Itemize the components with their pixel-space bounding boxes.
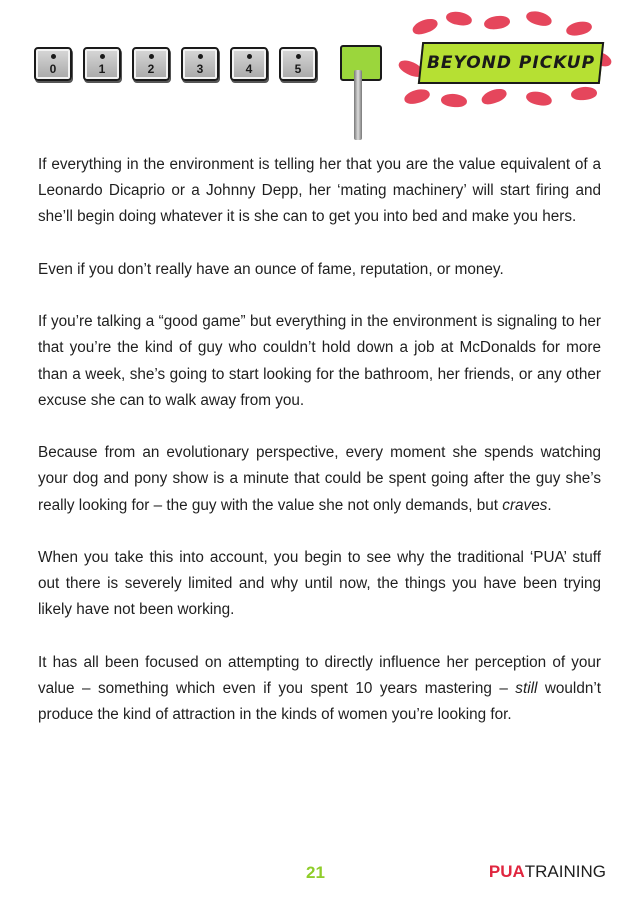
hanging-key-icon: [354, 70, 362, 140]
beyond-pickup-logo: [418, 42, 604, 84]
emphasis-text: still: [515, 679, 538, 697]
lips-icon: [403, 87, 431, 106]
lips-icon: [565, 19, 593, 37]
lips-icon: [440, 93, 467, 108]
body-paragraph: [38, 650, 601, 729]
paragraph-text: If everything in the environment is telling her that you are the value equivalent of a Leonardo Dicaprio or a Johnny Depp, her ‘mating machinery’ will start firing and she’ll begin doing whatever it is she can to get you into bed and make you hers.: [38, 156, 601, 226]
paragraph-text: Even if you don’t really have an ounce of fame, reputation, or money.: [38, 260, 504, 278]
key-2: 2: [132, 47, 170, 81]
lips-icon: [570, 86, 597, 101]
key-1: 1: [83, 47, 121, 81]
paragraph-text: wouldn’t produce the kind of attraction in the kinds of women you’re looking for.: [38, 679, 601, 724]
body-paragraph: [38, 545, 601, 624]
body-paragraph: [38, 152, 601, 231]
paragraph-text: Because from an evolutionary perspective, every moment she spends watching your dog and pony show is a minute that could be spent going after the guy she’s really looking for – the guy with the value she not only demands, but: [38, 444, 601, 514]
paragraph-text: .: [547, 496, 552, 514]
page-header-banner: [26, 12, 616, 142]
key-4: 4: [230, 47, 268, 81]
body-paragraph: [38, 257, 601, 283]
footer-brand: [489, 862, 606, 882]
lips-icon: [411, 16, 440, 37]
paragraph-text: If you’re talking a “good game” but everything in the environment is signaling to her that you’re the kind of guy who couldn’t hold down a job at McDonalds for more than a week, she’s going to start looking for the bathroom, her friends, or any other excuse she can to walk away from you.: [38, 313, 601, 409]
lips-icon: [480, 86, 509, 107]
lips-icon: [483, 14, 511, 30]
article-body: [38, 152, 601, 755]
lips-icon: [525, 89, 553, 107]
numbered-keys-row: [34, 47, 317, 81]
key-3: 3: [181, 47, 219, 81]
key-5: 5: [279, 47, 317, 81]
body-paragraph: [38, 309, 601, 414]
page-number: 21: [306, 863, 325, 882]
lips-icon: [525, 9, 553, 28]
emphasis-text: craves: [502, 496, 548, 514]
footer-brand-pua: PUA: [488, 862, 525, 881]
paragraph-text: It has all been focused on attempting to directly influence her perception of your value – something which even if you spent 10 years mastering –: [38, 653, 601, 697]
lips-icon: [445, 10, 473, 27]
paragraph-text: When you take this into account, you begin to see why the traditional ‘PUA’ stuff out there is severely limited and why until now, the things you have been trying likely have not been working.: [38, 548, 601, 619]
footer-brand-training: TRAINING: [524, 862, 606, 881]
beyond-pickup-logo-text: BEYOND PICKUP: [426, 53, 596, 73]
key-0: 0: [34, 47, 72, 81]
body-paragraph: [38, 440, 601, 519]
